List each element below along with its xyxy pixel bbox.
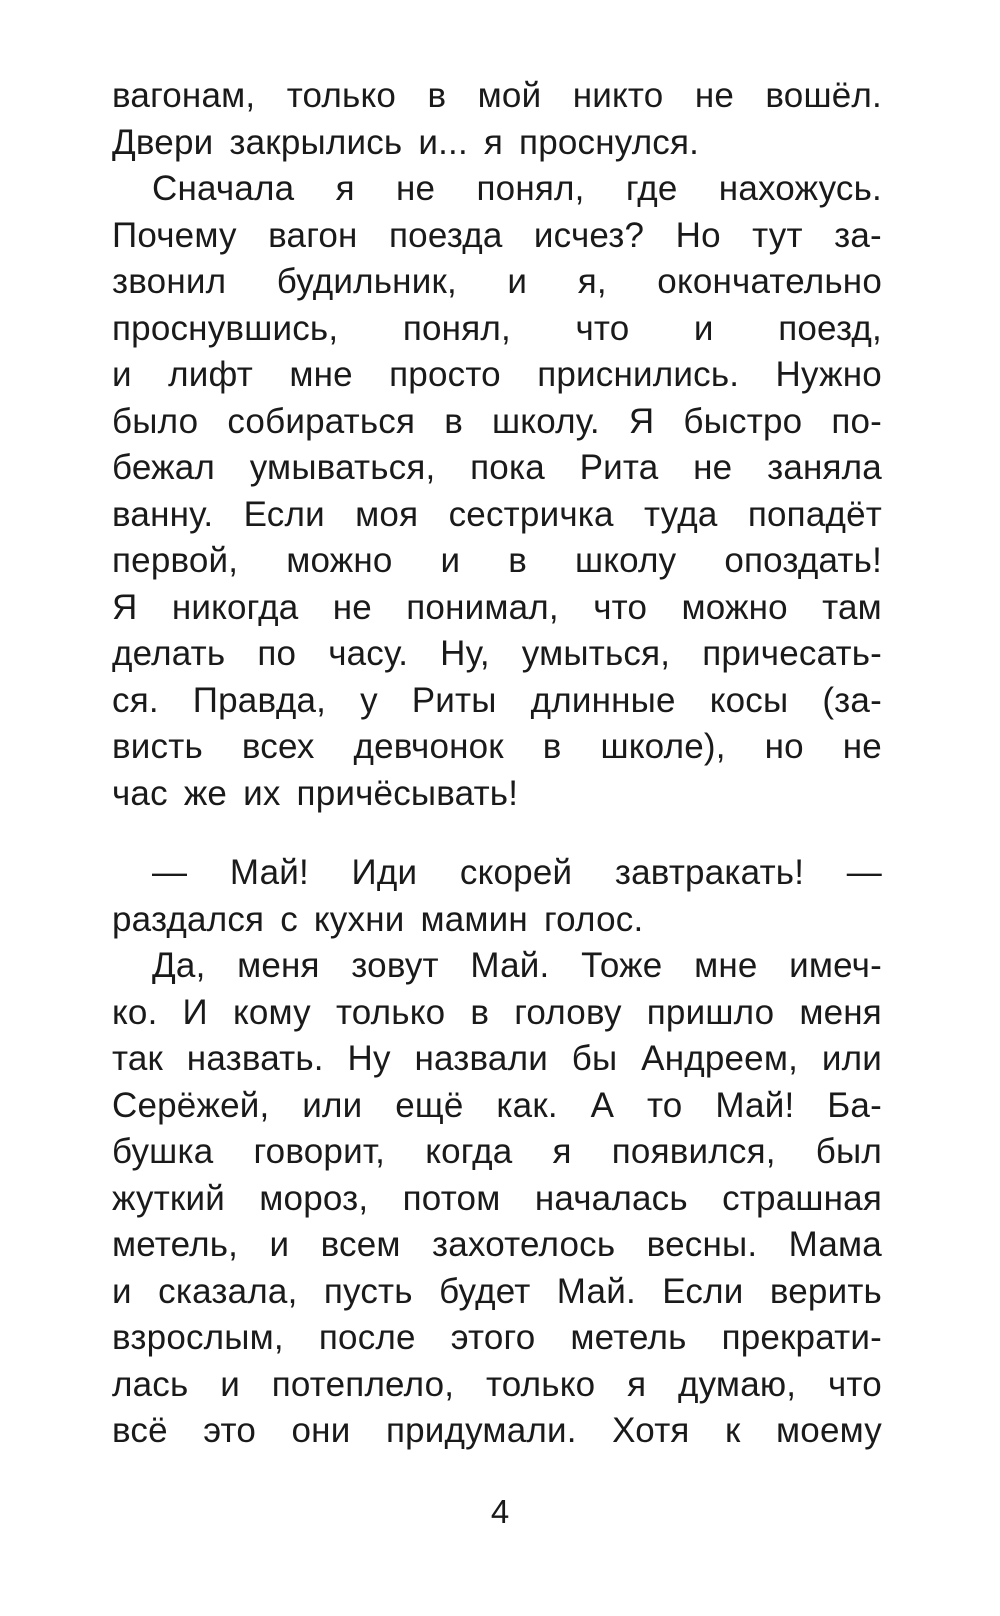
text-line [112,1036,882,1083]
word: всё [112,1411,168,1450]
word: только [485,1364,596,1404]
word: что [828,1364,882,1404]
word: звонил [112,262,227,301]
word: был [815,1132,882,1171]
word: моему [776,1411,882,1450]
word: нахожусь. [718,169,882,208]
word: сестричка [448,494,614,534]
word: висть [112,727,203,766]
word: с [280,899,298,939]
word: в [427,76,447,115]
text-line [112,1083,882,1130]
word: бы [571,1039,618,1078]
text-line [112,445,882,492]
word: скорей [459,853,573,892]
word: имеч- [789,946,882,985]
text-line [112,538,882,585]
text-line [112,1222,882,1269]
word: я [552,1132,572,1171]
word: косы [709,680,789,720]
text-line [112,678,882,725]
text-block-1 [112,73,882,817]
page-number: 4 [490,1493,510,1530]
text-line [112,943,882,990]
word: голову [514,992,622,1032]
word: и [112,355,132,394]
word: Сначала [152,169,295,208]
word: появился, [611,1132,776,1171]
word: причесать- [702,634,882,673]
text-line [112,724,882,771]
word: заняла [767,448,882,487]
word: не [693,448,733,487]
word: по [257,634,297,673]
word: Ну [347,1039,391,1078]
word: я [335,169,355,208]
word: школу. [492,401,600,441]
text-line [112,585,882,632]
word: этого [450,1318,536,1357]
word: попадёт [747,494,882,534]
text-line [112,990,882,1037]
text-block-2 [112,850,882,1455]
word: Если [243,494,325,534]
word: верить [769,1271,882,1311]
text-line [112,850,882,897]
word: можно [681,587,788,627]
word: так [112,1039,164,1078]
word: бушка [112,1132,214,1171]
word: зовут [351,946,439,985]
word: у [360,680,378,720]
word: как. [496,1085,558,1125]
word: сказала, [158,1271,298,1311]
word: в [470,992,490,1032]
word: по- [831,401,882,441]
word: или [821,1039,882,1078]
word: не [694,76,735,115]
word: Почему [112,215,237,255]
text-line [112,73,882,120]
word: умыться, [521,634,671,673]
word: собираться [227,401,416,441]
word: Мама [788,1225,882,1264]
word: говорит, [253,1132,386,1171]
word: назвать. [186,1039,324,1078]
word: Ну, [440,634,490,673]
word: Май! [715,1085,795,1125]
word: школу [574,541,677,580]
word: завтракать! [614,853,805,892]
word: бежал [112,448,216,487]
word: лифт [168,355,253,394]
word: Риты [411,680,497,720]
text-line [112,259,882,306]
word: я [627,1364,647,1404]
text-line [112,1315,882,1362]
word: опоздать! [724,541,882,580]
word: жуткий [112,1178,225,1218]
word: мне [289,355,353,394]
word: Хотя [612,1411,690,1450]
word: к [725,1411,741,1450]
word: — [846,853,882,892]
word: Нужно [775,355,882,394]
text-line [112,120,882,167]
word: вошёл. [765,76,882,115]
word: будильник, [276,262,457,301]
word: Но [675,215,721,255]
word: прекрати- [721,1318,882,1357]
word: не [842,727,882,766]
word: поезда [389,215,503,255]
word: то [646,1085,683,1125]
word: будет [439,1271,531,1311]
word: но [764,727,804,766]
word: за- [834,215,882,255]
word: проснулся. [519,122,700,162]
word: потеплело, [271,1364,455,1404]
word: моя [355,494,419,534]
word: И [182,992,208,1032]
word: быстро [683,401,803,441]
word: весны. [646,1225,758,1264]
word: было [112,401,199,441]
word: Иди [351,853,418,892]
word: потом [402,1178,501,1218]
word: понял, [402,308,511,348]
word: и [112,1271,132,1311]
word: мне [694,946,758,985]
word: окончательно [657,262,882,301]
text-line [112,1408,882,1455]
word: придумали. [385,1411,577,1450]
text-line [112,399,882,446]
word: никогда [171,587,299,627]
word: я [483,122,504,162]
word: школе), [600,727,726,766]
word: и [693,308,714,348]
text-line [112,897,882,944]
word: и [220,1364,240,1404]
word: и [269,1225,290,1264]
word: ванну. [112,494,214,534]
text-line [112,1362,882,1409]
word: Я [112,587,138,627]
word: и [507,262,528,301]
word: там [822,587,882,627]
word: меня [237,946,320,985]
word: приснились. [537,355,740,394]
word: мороз, [259,1178,369,1218]
word: ещё [395,1085,464,1125]
word: ся. [112,680,159,720]
word: никто [572,76,664,115]
word: или [302,1085,363,1125]
text-line [112,352,882,399]
word: Май! [229,853,309,892]
word: раздался [112,899,265,939]
word: в [508,541,527,580]
word: длинные [530,680,676,720]
word: их [243,773,281,813]
word: и... [418,122,468,162]
word: только [335,992,446,1032]
word: Двери [112,122,214,162]
word: метель [570,1318,687,1357]
word: вагон [268,215,358,255]
word: (за- [822,680,882,720]
word: делать [112,634,226,673]
word: причёсывать! [296,773,519,813]
word: мамин [420,899,528,939]
word: девчонок [353,727,504,766]
word: туда [644,494,718,534]
word: лась [112,1364,189,1404]
word: кухни [313,899,405,939]
word: Правда, [192,680,327,720]
text-line [112,492,882,539]
word: это [203,1411,257,1450]
word: мой [477,76,542,115]
word: проснувшись, [112,308,339,348]
word: я, [577,262,607,301]
word: голос. [543,899,644,939]
word: взрослым, [112,1318,284,1357]
word: Я [628,401,655,441]
word: можно [286,541,393,580]
word: первой, [112,541,239,580]
word: они [291,1411,351,1450]
text-line [112,1269,882,1316]
text-line [112,166,882,213]
word: кому [232,992,311,1032]
text-line [112,1129,882,1176]
word: понимал, [406,587,559,627]
word: Май. [556,1271,636,1311]
word: поезд, [778,308,882,348]
word: — [152,853,188,892]
word: часу. [328,634,409,673]
word: тут [752,215,803,255]
text-line [112,213,882,260]
word: только [286,76,397,115]
text-line [112,631,882,678]
word: вагонам, [112,76,256,115]
word: думаю, [678,1364,797,1404]
word: просто [389,355,501,394]
word: не [332,587,372,627]
word: метель, [112,1225,239,1264]
word: после [318,1318,416,1357]
word: всем [320,1225,401,1264]
word: страшная [722,1178,882,1218]
word: пусть [323,1271,413,1311]
word: началась [534,1178,688,1218]
word: Ба- [827,1085,882,1125]
word: где [625,169,678,208]
word: в [542,727,562,766]
text-line [112,1176,882,1223]
word: закрылись [229,122,403,162]
word: пока [470,448,545,487]
word: Серёжей, [112,1085,270,1125]
word: Тоже [581,946,663,985]
word: пришло [646,992,775,1032]
word: ко. [112,992,158,1032]
word: когда [425,1132,513,1171]
word: что [593,587,648,627]
word: Рита [579,448,659,487]
text-line [112,771,882,818]
word: понял, [476,169,585,208]
word: час [112,773,168,813]
word: Да, [152,946,206,985]
word: Андреем, [641,1039,799,1078]
word: назвали [414,1039,548,1078]
text-line [112,306,882,353]
word: умываться, [249,448,436,487]
word: что [575,308,630,348]
word: всех [241,727,315,766]
word: в [444,401,463,441]
word: и [440,541,461,580]
word: меня [799,992,882,1032]
word: же [183,773,228,813]
word: Май. [470,946,550,985]
word: Если [662,1271,744,1311]
word: захотелось [432,1225,616,1264]
word: исчез? [533,215,645,255]
word: не [396,169,436,208]
word: А [590,1085,615,1125]
